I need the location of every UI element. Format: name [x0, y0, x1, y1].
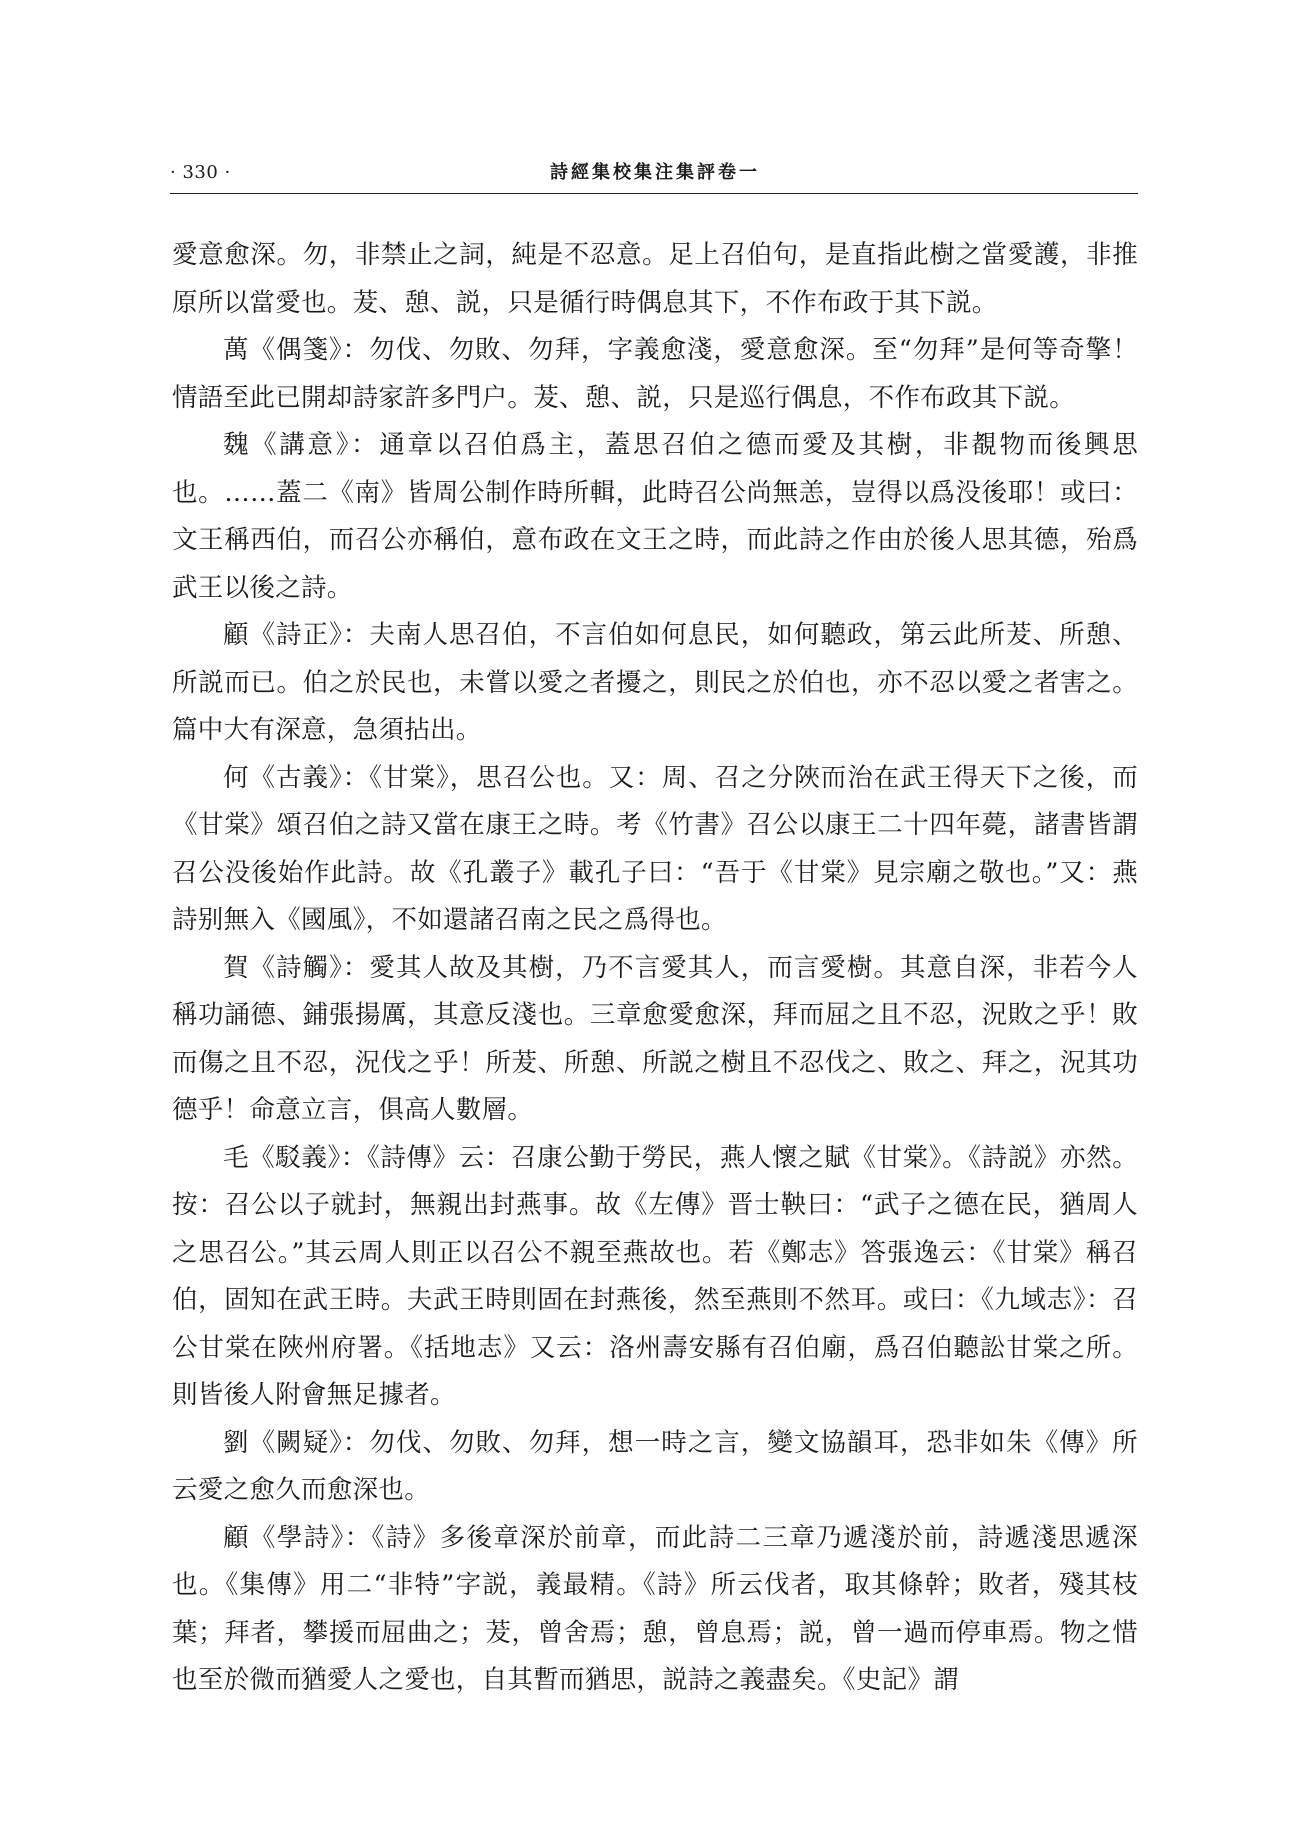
running-title: 詩經集校集注集評卷一	[550, 162, 760, 183]
paragraph-wei-jiang-yi: 魏《講意》：通章以召伯爲主，蓋思召伯之德而愛及其樹，非覩物而後興思也。……蓋二《南》皆周公制作時所輯，此時召公尚無恙，豈得以爲没後耶！或曰：文王稱西伯，而召公亦稱伯，意布政在文王之時，而此詩之作由於後人思其德，殆爲武王以後之詩。	[172, 430, 1138, 603]
paragraph-he-shi-chu: 賀《詩觸》：愛其人故及其樹，乃不言愛其人，而言愛樹。其意自深，非若今人稱功誦德、鋪張揚厲，其意反淺也。三章愈愛愈深，拜而屈之且不忍，況敗之乎！敗而傷之且不忍，況伐之乎！所茇、所憩、所説之樹且不忍伐之、敗之、拜之，況其功德乎！命意立言，俱高人數層。	[172, 952, 1138, 1125]
paragraph-gu-shi-zheng: 顧《詩正》：夫南人思召伯，不言伯如何息民，如何聽政，第云此所茇、所憩、所説而已。伯之於民也，未嘗以愛之者擾之，則民之於伯也，亦不忍以愛之者害之。篇中大有深意，急須拈出。	[172, 620, 1138, 745]
paragraph-continuation: 愛意愈深。勿，非禁止之詞，純是不忍意。足上召伯句，是直指此樹之當愛護，非推原所以當愛也。茇、憩、説，只是循行時偶息其下，不作布政于其下説。	[172, 240, 1138, 318]
paragraph-mao-bo-yi: 毛《駁義》：《詩傳》云：召康公勤于勞民，燕人懷之賦《甘棠》。《詩説》亦然。按：召公以子就封，無親出封燕事。故《左傳》晋士鞅曰：“武子之德在民，猶周人之思召公。”其云周人則正以召公不親至燕故也。若《鄭志》答張逸云：《甘棠》稱召伯，固知在武王時。夫武王時則固在封燕後，然至燕則不然耳。或曰：《九域志》：召公甘棠在陜州府署。《括地志》又云：洛州壽安縣有召伯廟，爲召伯聽訟甘棠之所。則皆後人附會無足據者。	[172, 1142, 1138, 1410]
paragraph-gu-xue-shi: 顧《學詩》：《詩》多後章深於前章，而此詩二三章乃遞淺於前，詩遞淺思遞深也。《集傳》用二“非特”字説，義最精。《詩》所云伐者，取其條幹；敗者，殘其枝葉；拜者，攀援而屈曲之；茇，曾舍焉；憩，曾息焉；説，曾一過而停車焉。物之惜也至於微而猶愛人之愛也，自其暫而猶思，説詩之義盡矣。《史記》謂	[172, 1522, 1138, 1695]
paragraph-wan-ou-jian: 萬《偶箋》：勿伐、勿敗、勿拜，字義愈淺，愛意愈深。至“勿拜”是何等奇擎！情語至此已開却詩家許多門户。茇、憩、説，只是巡行偶息，不作布政其下説。	[172, 335, 1138, 413]
page-number: · 330 ·	[170, 162, 231, 183]
page-header	[170, 158, 1138, 190]
paragraph-he-gu-yi: 何《古義》：《甘棠》，思召公也。又：周、召之分陜而治在武王得天下之後，而《甘棠》頌召伯之詩又當在康王之時。考《竹書》召公以康王二十四年薨，諸書皆謂召公没後始作此詩。故《孔叢子》載孔子曰：“吾于《甘棠》見宗廟之敬也。”又：燕詩别無入《國風》，不如還諸召南之民之爲得也。	[172, 762, 1138, 935]
paragraph-liu-que-yi: 劉《闕疑》：勿伐、勿敗、勿拜，想一時之言，變文協韻耳，恐非如朱《傳》所云愛之愈久而愈深也。	[172, 1427, 1138, 1505]
body-text	[172, 232, 1138, 1705]
header-rule	[170, 193, 1138, 194]
